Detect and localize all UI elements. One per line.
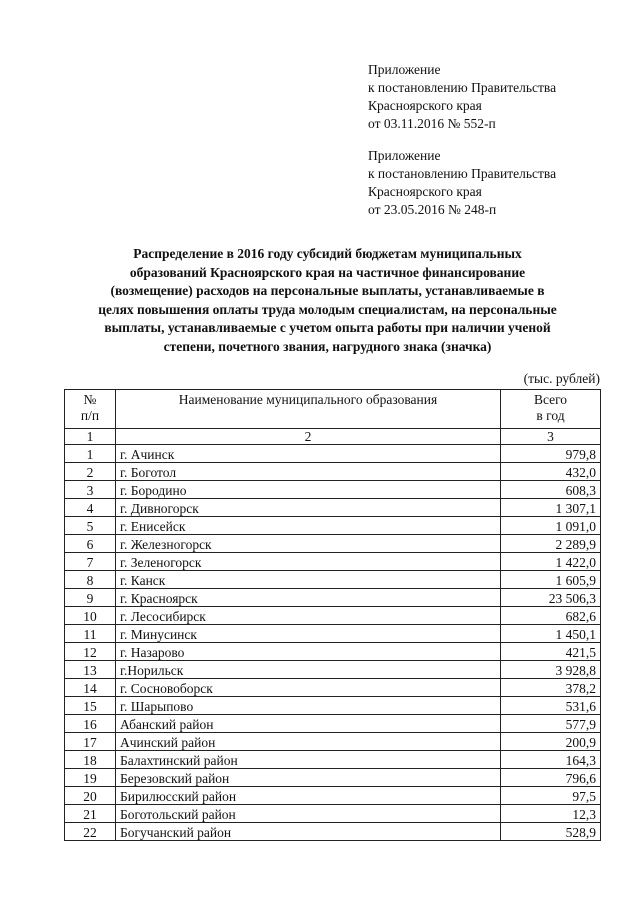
row-municipality: г. Назарово: [116, 643, 501, 661]
table-row: [65, 643, 601, 661]
appendix-line: от 23.05.2016 № 248-п: [368, 202, 497, 217]
row-municipality: Березовский район: [116, 769, 501, 787]
header-number: [65, 390, 116, 429]
header-number-line2: п/п: [80, 408, 100, 423]
header-name: [116, 390, 501, 429]
row-municipality: г. Железногорск: [116, 535, 501, 553]
row-municipality: Абанский район: [116, 715, 501, 733]
units-label: (тыс. рублей): [523, 371, 600, 386]
row-total: 1 605,9: [501, 571, 601, 589]
table-row: [65, 607, 601, 625]
title-line: (возмещение) расходов на персональные выплаты, устанавливаемые в: [110, 283, 545, 299]
row-number: 18: [65, 751, 116, 769]
row-total: 12,3: [501, 805, 601, 823]
row-number: 15: [65, 697, 116, 715]
row-number: 14: [65, 679, 116, 697]
row-total: 979,8: [501, 445, 601, 463]
row-municipality: г. Зеленогорск: [116, 553, 501, 571]
row-municipality: г. Красноярск: [116, 589, 501, 607]
column-index-cell: 1: [65, 429, 116, 445]
row-total: 1 091,0: [501, 517, 601, 535]
row-total: 378,2: [501, 679, 601, 697]
table-row: [65, 553, 601, 571]
header-number-line1: №: [83, 392, 97, 407]
title-line: степени, почетного звания, нагрудного знака (значка): [163, 338, 492, 354]
title-line: Распределение в 2016 году субсидий бюджетам муниципальных: [133, 246, 522, 261]
row-municipality: Бирилюсский район: [116, 787, 501, 805]
row-total: 97,5: [501, 787, 601, 805]
row-total: 796,6: [501, 769, 601, 787]
row-number: 11: [65, 625, 116, 643]
row-number: 7: [65, 553, 116, 571]
row-total: 682,6: [501, 607, 601, 625]
table-row: [65, 661, 601, 679]
row-total: 531,6: [501, 697, 601, 715]
row-number: 10: [65, 607, 116, 625]
title-line: выплаты, устанавливаемые с учетом опыта работы при наличии ученой: [104, 320, 551, 336]
row-total: 1 450,1: [501, 625, 601, 643]
table-row: [65, 499, 601, 517]
table-row: [65, 571, 601, 589]
subsidy-table-wrapper: [64, 389, 600, 841]
row-number: 13: [65, 661, 116, 679]
row-number: 16: [65, 715, 116, 733]
row-total: 421,5: [501, 643, 601, 661]
row-number: 21: [65, 805, 116, 823]
appendix-line: от 03.11.2016 № 552-п: [368, 116, 496, 131]
document-title: [60, 245, 595, 357]
row-municipality: г. Сосновоборск: [116, 679, 501, 697]
table-row: [65, 463, 601, 481]
row-municipality: г. Бородино: [116, 481, 501, 499]
row-total: 528,9: [501, 823, 601, 841]
table-row: [65, 715, 601, 733]
row-municipality: г. Канск: [116, 571, 501, 589]
row-total: 23 506,3: [501, 589, 601, 607]
row-total: 1 422,0: [501, 553, 601, 571]
row-number: 1: [65, 445, 116, 463]
row-total: 164,3: [501, 751, 601, 769]
table-row: [65, 805, 601, 823]
header-total-line2: в год: [536, 408, 565, 423]
appendix-line: Приложение: [368, 148, 441, 163]
row-number: 22: [65, 823, 116, 841]
title-line: целях повышения оплаты труда молодым специалистам, на персональные: [98, 301, 557, 317]
row-municipality: Богучанский район: [116, 823, 501, 841]
table-row: [65, 589, 601, 607]
row-municipality: г. Лесосибирск: [116, 607, 501, 625]
appendix-line: Приложение: [368, 62, 441, 77]
row-number: 17: [65, 733, 116, 751]
row-total: 608,3: [501, 481, 601, 499]
column-index-row: [65, 429, 601, 445]
row-number: 12: [65, 643, 116, 661]
table-body: [65, 445, 601, 841]
appendix-line: Красноярского края: [368, 98, 482, 113]
row-total: 432,0: [501, 463, 601, 481]
row-total: 1 307,1: [501, 499, 601, 517]
row-municipality: Боготольский район: [116, 805, 501, 823]
row-total: 3 928,8: [501, 661, 601, 679]
row-number: 20: [65, 787, 116, 805]
appendix-line: к постановлению Правительства: [368, 166, 557, 181]
table-row: [65, 481, 601, 499]
appendix-line: Красноярского края: [368, 184, 482, 199]
table-row: [65, 445, 601, 463]
appendix-current: [368, 61, 628, 133]
title-line: образований Красноярского края на частичное финансирование: [129, 264, 526, 280]
subsidy-table: [64, 389, 601, 841]
table-row: [65, 517, 601, 535]
header-total: [501, 390, 601, 429]
row-municipality: г. Боготол: [116, 463, 501, 481]
row-total: 2 289,9: [501, 535, 601, 553]
row-number: 8: [65, 571, 116, 589]
row-municipality: г. Ачинск: [116, 445, 501, 463]
table-row: [65, 697, 601, 715]
appendix-line: к постановлению Правительства: [368, 80, 557, 95]
row-number: 19: [65, 769, 116, 787]
table-row: [65, 787, 601, 805]
row-number: 5: [65, 517, 116, 535]
row-municipality: Ачинский район: [116, 733, 501, 751]
appendix-previous: [368, 147, 628, 219]
table-row: [65, 733, 601, 751]
row-total: 200,9: [501, 733, 601, 751]
table-row: [65, 751, 601, 769]
row-municipality: г.Норильск: [116, 661, 501, 679]
table-row: [65, 823, 601, 841]
header-total-line1: Всего: [533, 392, 568, 407]
row-municipality: г. Минусинск: [116, 625, 501, 643]
table-header-row: [65, 390, 601, 429]
table-row: [65, 679, 601, 697]
row-number: 4: [65, 499, 116, 517]
row-municipality: г. Енисейск: [116, 517, 501, 535]
column-index-cell: 3: [501, 429, 601, 445]
row-municipality: Балахтинский район: [116, 751, 501, 769]
column-index-cell: 2: [116, 429, 501, 445]
table-row: [65, 769, 601, 787]
table-row: [65, 535, 601, 553]
row-municipality: г. Шарыпово: [116, 697, 501, 715]
row-total: 577,9: [501, 715, 601, 733]
row-number: 3: [65, 481, 116, 499]
row-number: 2: [65, 463, 116, 481]
row-municipality: г. Дивногорск: [116, 499, 501, 517]
row-number: 6: [65, 535, 116, 553]
header-name-text: Наименование муниципального образования: [178, 392, 438, 407]
row-number: 9: [65, 589, 116, 607]
table-row: [65, 625, 601, 643]
